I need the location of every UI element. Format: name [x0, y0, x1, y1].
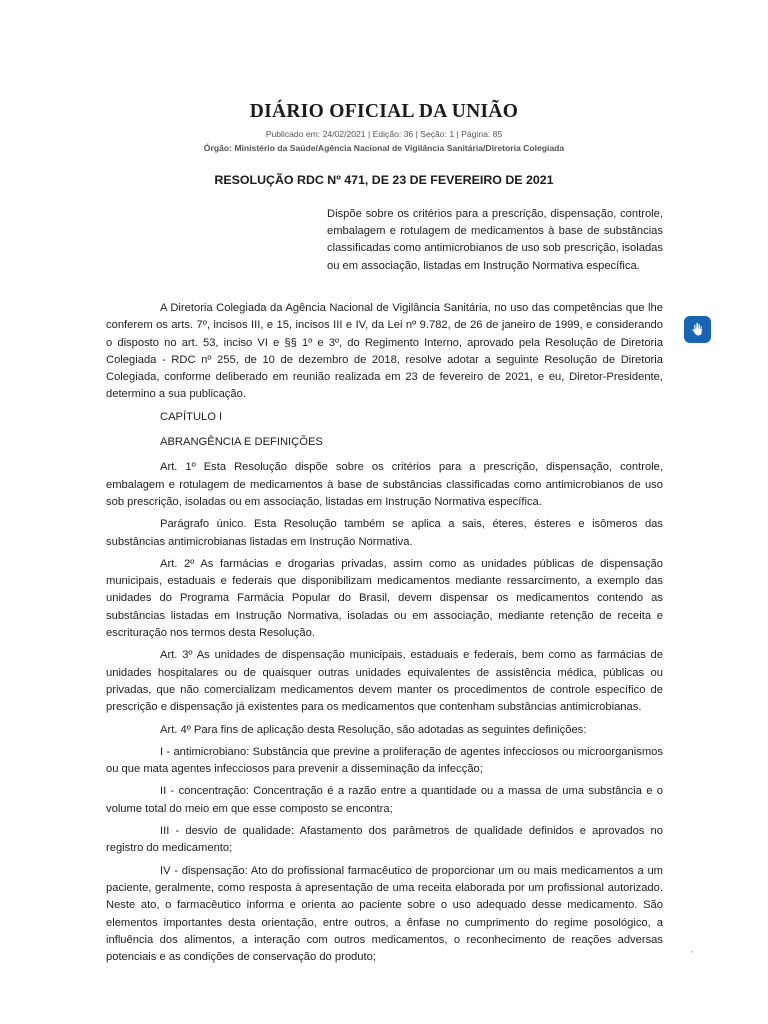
definition-4: IV - dispensação: Ato do profissional farmacêutico de proporcionar um ou mais medicamentos a um paciente, geralmente, como resposta à apresentação de uma receita elaborada por um profissional autorizado. Neste ato, o farmacêutico informa e orienta ao paciente sobre o uso adequado desse medicamento. São elementos importantes desta orientação, entre outros, a ênfase no cumprimento do regime posológico, a influência dos alimentos, a interação com outros medicamentos, o reconhecimento de reações adversas potenciais e as condições de conservação do produto;	[106, 864, 663, 964]
resolution-summary: Dispõe sobre os critérios para a prescrição, dispensação, controle, embalagem e rotulagem de medicamentos à base de substâncias classificadas como antimicrobianos de uso sob prescrição, isoladas ou em associação, listadas em Instrução Normativa específica.	[327, 208, 663, 272]
organ-line: Órgão: Ministério da Saúde/Agência Nacional de Vigilância Sanitária/Diretoria Colegiada	[203, 143, 565, 153]
article-1-paragraph: Parágrafo único. Esta Resolução também se aplica a sais, éteres, ésteres e isômeros das substâncias antimicrobianas listadas em Instrução Normativa.	[106, 518, 663, 548]
accessibility-button[interactable]	[684, 316, 711, 343]
resolution-title: RESOLUÇÃO RDC Nº 471, DE 23 DE FEVEREIRO DE 2021	[214, 173, 554, 187]
preamble-paragraph: A Diretoria Colegiada da Agência Nacional de Vigilância Sanitária, no uso das competências que lhe conferem os arts. 7º, incisos III, e 15, incisos III e IV, da Lei nº 9.782, de 26 de janeiro de 1999, e considerando o disposto no art. 53, inciso VI e §§ 1º e 3º, do Regimento Interno, aprovado pela Resolução de Diretoria Colegiada - RDC nº 255, de 10 de dezembro de 2018, resolve adotar a seguinte Resolução de Diretoria Colegiada, conforme deliberado em reunião realizada em 23 de fevereiro de 2021, e eu, Diretor-Presidente, determino a sua publicação.	[106, 302, 663, 401]
definition-1: I - antimicrobiano: Substância que previne a proliferação de agentes infecciosos ou microorganismos ou que mata agentes infecciosos para prevenir a disseminação da infecção;	[106, 745, 663, 776]
publication-info: Publicado em: 24/02/2021 | Edição: 36 | Seção: 1 | Página: 85	[265, 129, 503, 139]
article-3: Art. 3º As unidades de dispensação municipais, estaduais e federais, bem como as farmácias de unidades hospitalares ou de quaisquer outras unidades equivalentes de assistência médica, públicas ou privadas, que não comercializam medicamentos devem manter os procedimentos de controle específico de prescrição e dispensação já existentes para os medicamentos que contenham substâncias antimicrobianas.	[106, 649, 663, 714]
article-1: Art. 1º Esta Resolução dispõe sobre os critérios para a prescrição, dispensação, controle, embalagem e rotulagem de medicamentos à base de substâncias classificadas como antimicrobianos de uso sob prescrição, isoladas ou em associação, listadas em Instrução Normativa específica.	[106, 461, 663, 508]
definition-3: III - desvio de qualidade: Afastamento dos parâmetros de qualidade definidos e aprovados no registro do medicamento;	[106, 825, 663, 855]
chapter-title: ABRANGÊNCIA E DEFINIÇÕES	[160, 436, 323, 449]
page-corner-mark: ʼ	[691, 950, 693, 960]
accessibility-hand-icon	[689, 321, 706, 338]
resolution-body	[106, 300, 663, 971]
masthead-title: DIÁRIO OFICIAL DA UNIÃO	[249, 101, 519, 122]
article-4: Art. 4º Para fins de aplicação desta Resolução, são adotadas as seguintes definições:	[160, 723, 587, 736]
definition-2: II - concentração: Concentração é a razão entre a quantidade ou a massa de uma substância e o volume total do meio em que esse composto se encontra;	[106, 785, 663, 815]
chapter-heading: CAPÍTULO I	[160, 410, 223, 423]
article-2: Art. 2º As farmácias e drogarias privadas, assim como as unidades públicas de dispensação municipais, estaduais e federais que disponibilizam medicamentos mediante ressarcimento, a exemplo das unidades do Programa Farmácia Popular do Brasil, devem dispensar os medicamentos contendo as substâncias listadas em Instrução Normativa, isoladas ou em associação, mediante retenção de receita e escrituração nos termos desta Resolução.	[106, 557, 663, 640]
